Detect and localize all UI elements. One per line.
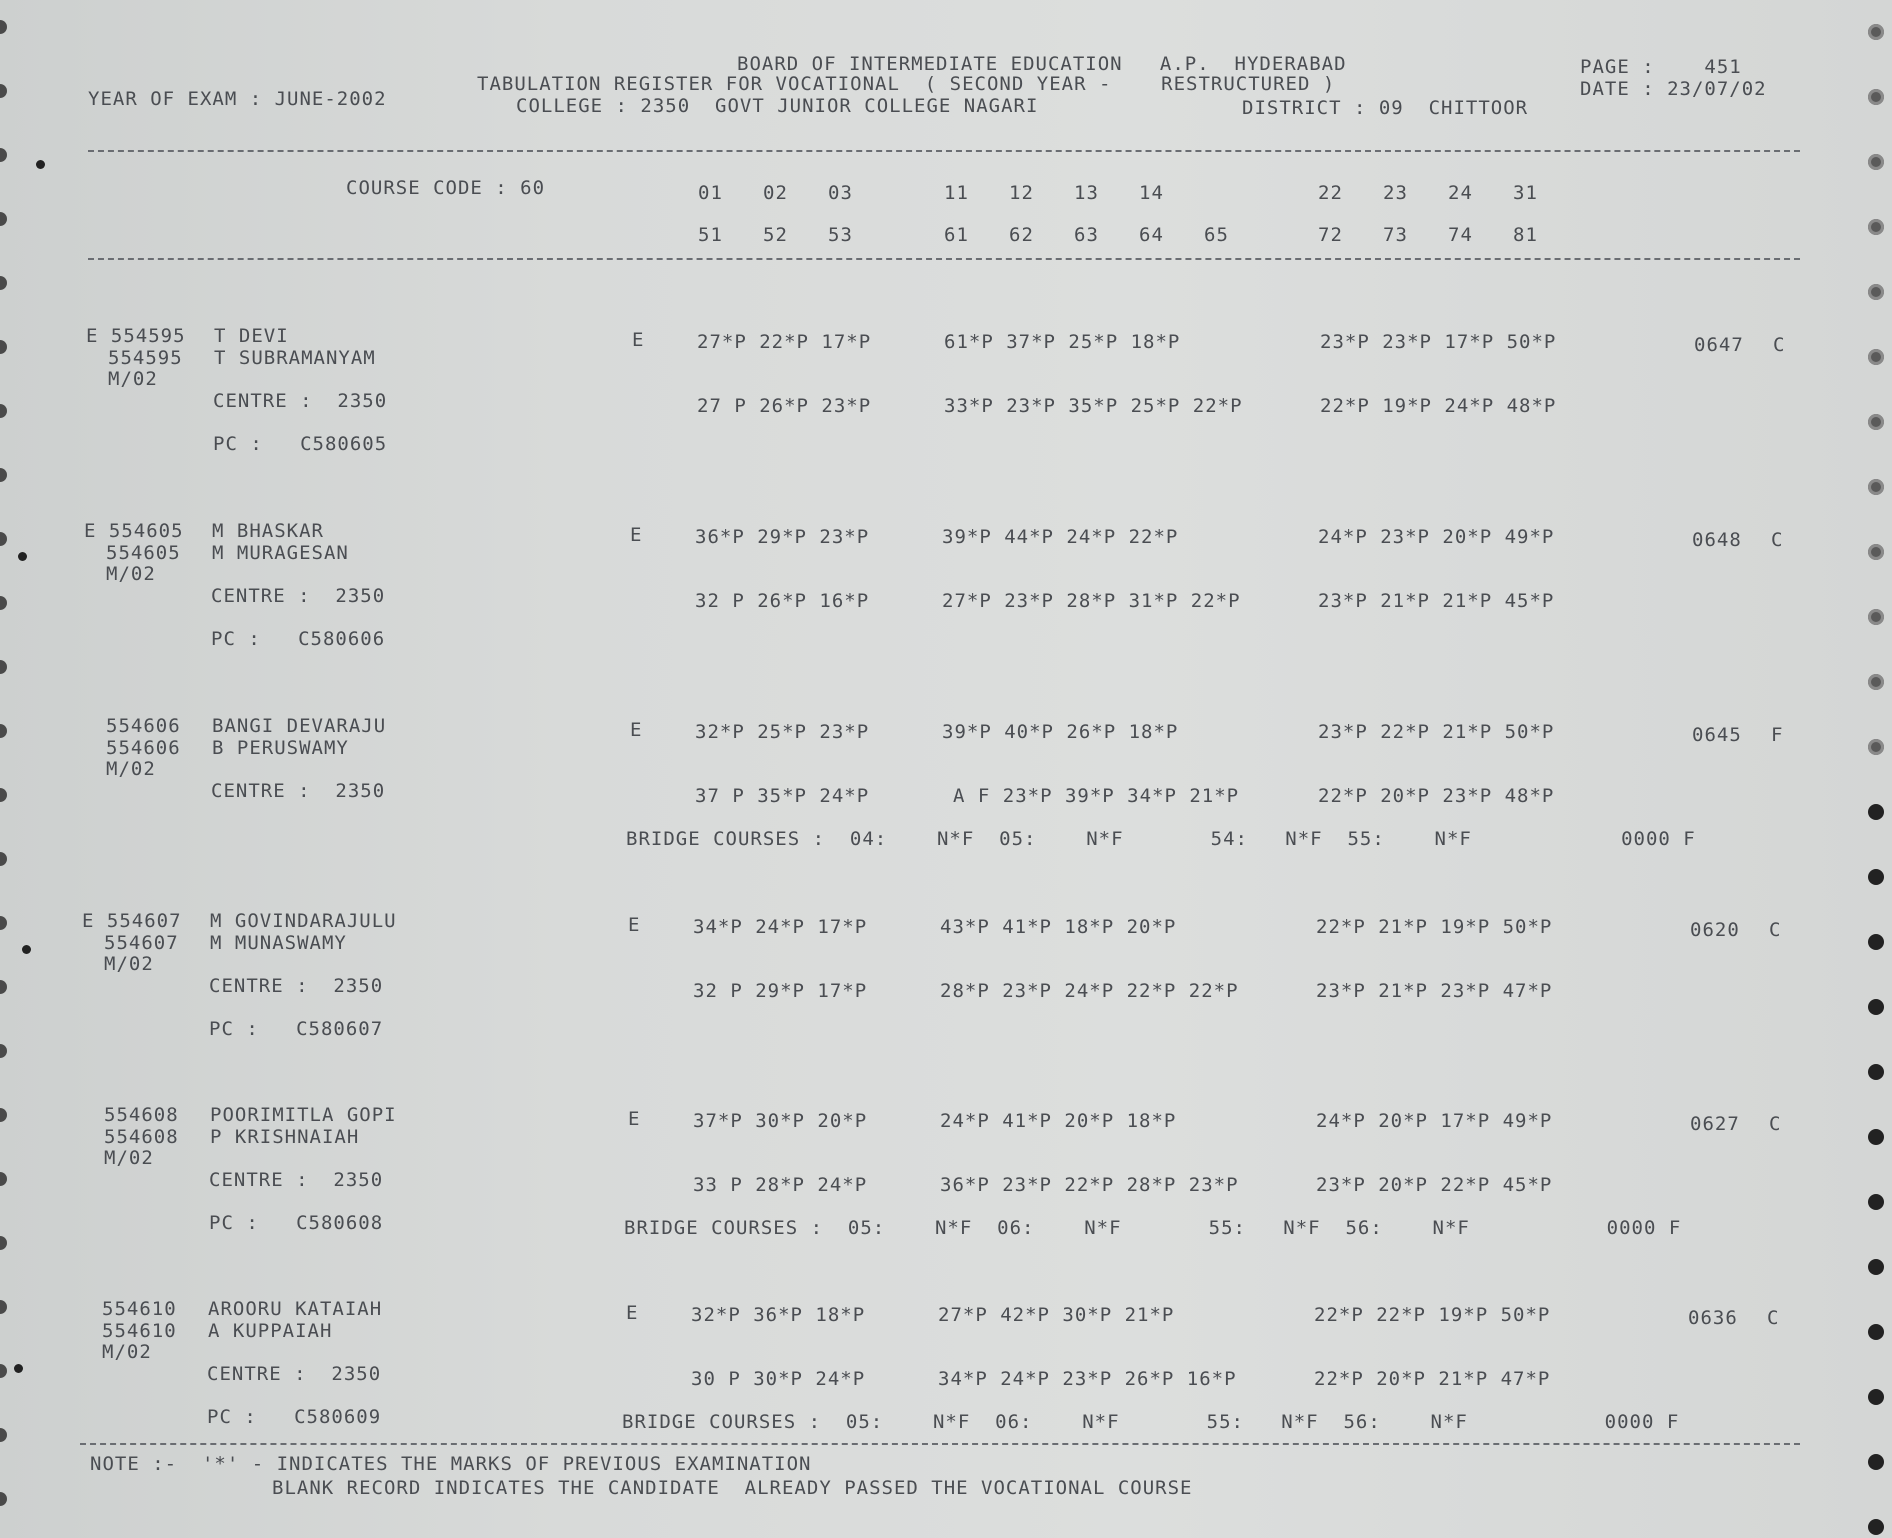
hall-ticket-number: E 554595 [86,325,186,347]
total-marks: 0647 [1694,334,1744,356]
page-number: PAGE : 451 [1580,56,1742,78]
feed-hole [0,1364,7,1378]
centre-code: CENTRE : 2350 [213,390,388,412]
hall-ticket-number-2: 554608 [104,1126,179,1148]
exam-marker: E [630,524,643,546]
result-grade: C [1771,529,1784,551]
marks-second-year-a: 32 P 29*P 17*P [693,980,868,1002]
marks-second-year-a: 33 P 28*P 24*P [693,1174,868,1196]
marks-first-year-c: 22*P 22*P 19*P 50*P [1314,1304,1551,1326]
centre-code: CENTRE : 2350 [209,975,384,997]
father-name: A KUPPAIAH [208,1320,333,1342]
feed-hole [1868,219,1884,235]
course-code: COURSE CODE : 60 [346,177,546,199]
feed-hole [0,1492,7,1506]
note-line-2: BLANK RECORD INDICATES THE CANDIDATE ALREADY PASSED THE VOCATIONAL COURSE [272,1477,1193,1499]
marks-first-year-b: 27*P 42*P 30*P 21*P [938,1304,1175,1326]
punch-mark [22,945,31,954]
marks-second-year-c: 22*P 19*P 24*P 48*P [1320,395,1557,417]
marks-second-year-b: A F 23*P 39*P 34*P 21*P [953,785,1240,807]
student-name: BANGI DEVARAJU [212,715,387,737]
exam-marker: E [630,719,643,741]
subject-code: 03 [828,182,853,204]
feed-hole [1868,1064,1884,1080]
subject-code: 13 [1074,182,1099,204]
board-title: BOARD OF INTERMEDIATE EDUCATION A.P. HYDERABAD [737,53,1347,75]
header-rule [88,150,1800,152]
exam-marker: E [626,1302,639,1324]
subject-code: 23 [1383,182,1408,204]
father-name: T SUBRAMANYAM [214,347,376,369]
register-title: TABULATION REGISTER FOR VOCATIONAL ( SECOND YEAR - RESTRUCTURED ) [477,73,1336,95]
district-line: DISTRICT : 09 CHITTOOR [1242,97,1529,119]
marks-first-year-a: 32*P 36*P 18*P [691,1304,866,1326]
feed-hole [0,1108,7,1122]
feed-hole [0,916,7,930]
feed-hole [1868,1454,1884,1470]
feed-hole [1868,1259,1884,1275]
total-marks: 0648 [1692,529,1742,551]
exam-code: M/02 [108,368,158,390]
marks-second-year-c: 23*P 21*P 23*P 47*P [1316,980,1553,1002]
bridge-courses: BRIDGE COURSES : 05: N*F 06: N*F 55: N*F 56: N*F 0000 F [622,1411,1680,1433]
exam-marker: E [628,914,641,936]
feed-hole [0,1236,7,1250]
subject-code: 72 [1318,224,1343,246]
feed-hole [1868,1324,1884,1340]
subject-code: 22 [1318,182,1343,204]
marks-second-year-c: 22*P 20*P 21*P 47*P [1314,1368,1551,1390]
subject-code: 62 [1009,224,1034,246]
feed-hole [0,980,7,994]
feed-hole [0,1044,7,1058]
result-grade: F [1771,724,1784,746]
father-name: M MUNASWAMY [210,932,347,954]
feed-hole [0,276,7,290]
column-rule [88,258,1800,260]
marks-first-year-a: 32*P 25*P 23*P [695,721,870,743]
bridge-courses: BRIDGE COURSES : 04: N*F 05: N*F 54: N*F 55: N*F 0000 F [626,828,1696,850]
centre-code: CENTRE : 2350 [211,780,386,802]
hall-ticket-number-2: 554606 [106,737,181,759]
note-line-1: NOTE :- '*' - INDICATES THE MARKS OF PREVIOUS EXAMINATION [90,1453,812,1475]
marks-second-year-b: 27*P 23*P 28*P 31*P 22*P [942,590,1241,612]
subject-code: 74 [1448,224,1473,246]
total-marks: 0620 [1690,919,1740,941]
total-marks: 0645 [1692,724,1742,746]
subject-code: 31 [1513,182,1538,204]
punch-mark [18,552,27,561]
total-marks: 0636 [1688,1307,1738,1329]
feed-hole [0,852,7,866]
feed-hole [1868,1129,1884,1145]
student-name: T DEVI [214,325,289,347]
feed-hole [0,84,7,98]
feed-hole [1868,609,1884,625]
feed-hole [1868,1519,1884,1535]
marks-second-year-a: 32 P 26*P 16*P [695,590,870,612]
feed-hole [1868,934,1884,950]
father-name: B PERUSWAMY [212,737,349,759]
pc-number: PC : C580605 [213,433,388,455]
year-of-exam: YEAR OF EXAM : JUNE-2002 [88,88,387,110]
print-date: DATE : 23/07/02 [1580,78,1767,100]
punch-mark [14,1364,23,1373]
hall-ticket-number: 554608 [104,1104,179,1126]
feed-hole [0,404,7,418]
subject-code: 51 [698,224,723,246]
feed-hole [1868,284,1884,300]
marks-first-year-a: 36*P 29*P 23*P [695,526,870,548]
marks-second-year-c: 23*P 21*P 21*P 45*P [1318,590,1555,612]
marks-second-year-a: 37 P 35*P 24*P [695,785,870,807]
footer-rule [80,1443,1800,1445]
exam-marker: E [632,329,645,351]
result-grade: C [1769,919,1782,941]
student-name: AROORU KATAIAH [208,1298,383,1320]
subject-code: 01 [698,182,723,204]
feed-hole [1868,1194,1884,1210]
subject-code: 61 [944,224,969,246]
father-name: P KRISHNAIAH [210,1126,360,1148]
subject-code: 63 [1074,224,1099,246]
marks-first-year-b: 39*P 44*P 24*P 22*P [942,526,1179,548]
centre-code: CENTRE : 2350 [207,1363,382,1385]
hall-ticket-number-2: 554607 [104,932,179,954]
marks-first-year-b: 61*P 37*P 25*P 18*P [944,331,1181,353]
feed-hole [0,468,7,482]
feed-hole [1868,804,1884,820]
feed-hole [1868,479,1884,495]
feed-hole [0,596,7,610]
feed-hole [0,1172,7,1186]
subject-code: 12 [1009,182,1034,204]
marks-first-year-b: 39*P 40*P 26*P 18*P [942,721,1179,743]
feed-hole [0,1428,7,1442]
feed-hole [1868,89,1884,105]
hall-ticket-number: 554610 [102,1298,177,1320]
marks-first-year-a: 27*P 22*P 17*P [697,331,872,353]
subject-code: 11 [944,182,969,204]
pc-number: PC : C580606 [211,628,386,650]
marks-second-year-c: 23*P 20*P 22*P 45*P [1316,1174,1553,1196]
feed-hole [0,148,7,162]
college-line: COLLEGE : 2350 GOVT JUNIOR COLLEGE NAGARI [516,95,1039,117]
feed-hole [0,212,7,226]
marks-second-year-b: 36*P 23*P 22*P 28*P 23*P [940,1174,1239,1196]
exam-code: M/02 [104,953,154,975]
pc-number: PC : C580607 [209,1018,384,1040]
marks-first-year-c: 24*P 23*P 20*P 49*P [1318,526,1555,548]
subject-code: 53 [828,224,853,246]
exam-marker: E [628,1108,641,1130]
total-marks: 0627 [1690,1113,1740,1135]
subject-code: 73 [1383,224,1408,246]
subject-code: 24 [1448,182,1473,204]
result-grade: C [1773,334,1786,356]
centre-code: CENTRE : 2350 [209,1169,384,1191]
feed-hole [0,340,7,354]
pc-number: PC : C580608 [209,1212,384,1234]
marks-second-year-c: 22*P 20*P 23*P 48*P [1318,785,1555,807]
father-name: M MURAGESAN [212,542,349,564]
pc-number: PC : C580609 [207,1406,382,1428]
student-name: M GOVINDARAJULU [210,910,397,932]
marks-first-year-c: 22*P 21*P 19*P 50*P [1316,916,1553,938]
hall-ticket-number: E 554605 [84,520,184,542]
subject-code: 14 [1139,182,1164,204]
centre-code: CENTRE : 2350 [211,585,386,607]
feed-hole [1868,544,1884,560]
feed-hole [0,20,7,34]
feed-hole [1868,1389,1884,1405]
marks-second-year-a: 30 P 30*P 24*P [691,1368,866,1390]
student-name: M BHASKAR [212,520,324,542]
hall-ticket-number-2: 554605 [106,542,181,564]
feed-hole [1868,869,1884,885]
feed-hole [0,660,7,674]
marks-first-year-c: 23*P 23*P 17*P 50*P [1320,331,1557,353]
subject-code: 65 [1204,224,1229,246]
marks-second-year-b: 28*P 23*P 24*P 22*P 22*P [940,980,1239,1002]
student-name: POORIMITLA GOPI [210,1104,397,1126]
marks-first-year-b: 24*P 41*P 20*P 18*P [940,1110,1177,1132]
marks-second-year-a: 27 P 26*P 23*P [697,395,872,417]
subject-code: 64 [1139,224,1164,246]
feed-hole [1868,349,1884,365]
hall-ticket-number: E 554607 [82,910,182,932]
exam-code: M/02 [102,1341,152,1363]
marks-second-year-b: 34*P 24*P 23*P 26*P 16*P [938,1368,1237,1390]
marks-first-year-a: 34*P 24*P 17*P [693,916,868,938]
feed-hole [1868,414,1884,430]
marks-second-year-b: 33*P 23*P 35*P 25*P 22*P [944,395,1243,417]
marks-first-year-a: 37*P 30*P 20*P [693,1110,868,1132]
feed-hole [0,788,7,802]
feed-hole [0,724,7,738]
hall-ticket-number-2: 554595 [108,347,183,369]
subject-code: 02 [763,182,788,204]
feed-hole [1868,999,1884,1015]
punch-mark [36,160,45,169]
feed-hole [1868,154,1884,170]
marks-first-year-c: 24*P 20*P 17*P 49*P [1316,1110,1553,1132]
exam-code: M/02 [106,758,156,780]
subject-code: 81 [1513,224,1538,246]
exam-code: M/02 [106,563,156,585]
hall-ticket-number-2: 554610 [102,1320,177,1342]
feed-hole [1868,674,1884,690]
result-grade: C [1769,1113,1782,1135]
subject-code: 52 [763,224,788,246]
marks-first-year-b: 43*P 41*P 18*P 20*P [940,916,1177,938]
result-grade: C [1767,1307,1780,1329]
marks-first-year-c: 23*P 22*P 21*P 50*P [1318,721,1555,743]
exam-code: M/02 [104,1147,154,1169]
feed-hole [0,532,7,546]
bridge-courses: BRIDGE COURSES : 05: N*F 06: N*F 55: N*F 56: N*F 0000 F [624,1217,1682,1239]
feed-hole [1868,24,1884,40]
feed-hole [0,1300,7,1314]
hall-ticket-number: 554606 [106,715,181,737]
feed-hole [1868,739,1884,755]
